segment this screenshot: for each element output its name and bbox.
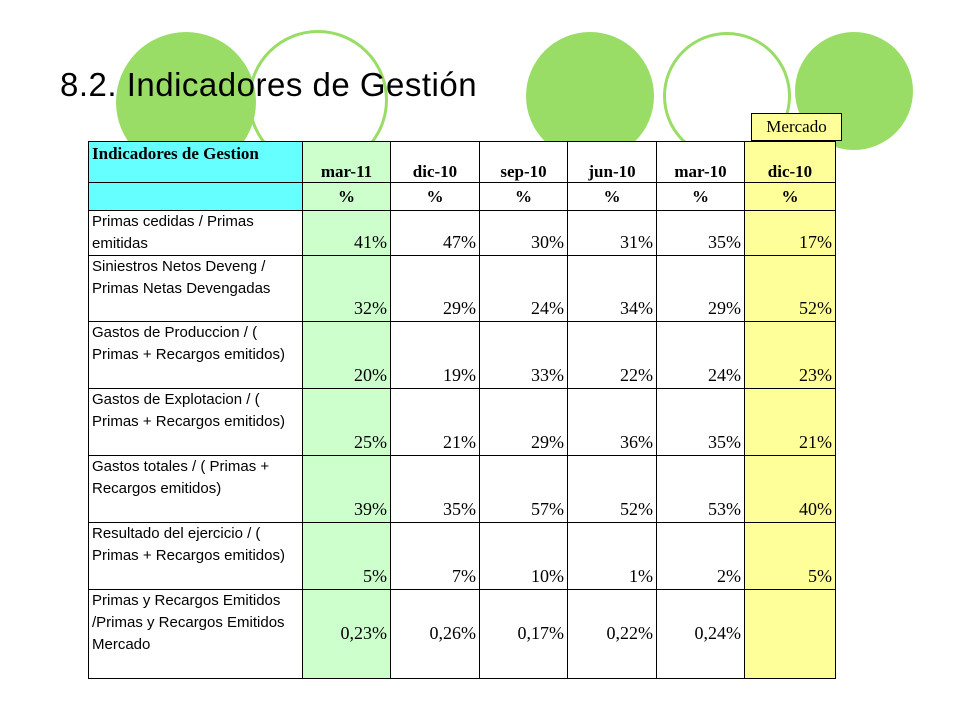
value-cell: 7%	[391, 523, 480, 590]
period-header: dic-10	[745, 142, 836, 183]
value-cell: 47%	[391, 211, 480, 256]
mercado-label: Mercado	[751, 113, 842, 141]
row-label: Gastos de Produccion / ( Primas + Recargos emitidos)	[89, 322, 303, 389]
value-cell: 2%	[657, 523, 745, 590]
value-cell: 33%	[480, 322, 568, 389]
value-cell: 31%	[568, 211, 657, 256]
header-blank	[89, 183, 303, 211]
row-label: Primas y Recargos Emitidos /Primas y Recargos Emitidos Mercado	[89, 590, 303, 679]
row-label: Siniestros Netos Deveng / Primas Netas Devengadas	[89, 256, 303, 322]
value-cell: 29%	[480, 389, 568, 456]
unit-cell: %	[745, 183, 836, 211]
period-header: dic-10	[391, 142, 480, 183]
period-header-row	[89, 142, 836, 183]
table-row	[89, 322, 836, 389]
value-cell: 0,22%	[568, 590, 657, 679]
period-header: mar-10	[657, 142, 745, 183]
value-cell: 39%	[303, 456, 391, 523]
period-header: sep-10	[480, 142, 568, 183]
value-cell: 57%	[480, 456, 568, 523]
value-cell: 36%	[568, 389, 657, 456]
unit-row	[89, 183, 836, 211]
value-cell: 22%	[568, 322, 657, 389]
table-row	[89, 211, 836, 256]
slide-title: 8.2. Indicadores de Gestión	[60, 66, 478, 103]
value-cell: 0,26%	[391, 590, 480, 679]
value-cell: 0,23%	[303, 590, 391, 679]
value-cell: 24%	[480, 256, 568, 322]
value-cell: 21%	[391, 389, 480, 456]
value-cell: 30%	[480, 211, 568, 256]
table-row	[89, 389, 836, 456]
value-cell: 21%	[745, 389, 836, 456]
value-cell: 23%	[745, 322, 836, 389]
value-cell: 52%	[745, 256, 836, 322]
value-cell: 10%	[480, 523, 568, 590]
value-cell: 53%	[657, 456, 745, 523]
table-row	[89, 456, 836, 523]
unit-cell: %	[568, 183, 657, 211]
value-cell: 17%	[745, 211, 836, 256]
value-cell: 52%	[568, 456, 657, 523]
value-cell: 0,24%	[657, 590, 745, 679]
unit-cell: %	[391, 183, 480, 211]
row-label: Gastos totales / ( Primas + Recargos emitidos)	[89, 456, 303, 523]
value-cell: 5%	[303, 523, 391, 590]
value-cell: 0,17%	[480, 590, 568, 679]
row-label: Gastos de Explotacion / ( Primas + Recargos emitidos)	[89, 389, 303, 456]
row-label: Primas cedidas / Primas emitidas	[89, 211, 303, 256]
table-row	[89, 256, 836, 322]
value-cell: 41%	[303, 211, 391, 256]
value-cell: 20%	[303, 322, 391, 389]
value-cell: 29%	[657, 256, 745, 322]
value-cell: 25%	[303, 389, 391, 456]
value-cell: 35%	[391, 456, 480, 523]
row-label: Resultado del ejercicio / ( Primas + Recargos emitidos)	[89, 523, 303, 590]
value-cell: 5%	[745, 523, 836, 590]
period-header: mar-11	[303, 142, 391, 183]
value-cell: 19%	[391, 322, 480, 389]
value-cell: 35%	[657, 211, 745, 256]
unit-cell: %	[303, 183, 391, 211]
value-cell: 1%	[568, 523, 657, 590]
indicators-table	[88, 141, 836, 679]
value-cell: 35%	[657, 389, 745, 456]
value-cell: 32%	[303, 256, 391, 322]
period-header: jun-10	[568, 142, 657, 183]
value-cell: 34%	[568, 256, 657, 322]
unit-cell: %	[480, 183, 568, 211]
table-row	[89, 523, 836, 590]
header-label: Indicadores de Gestion	[89, 142, 303, 183]
value-cell: 40%	[745, 456, 836, 523]
table-row	[89, 590, 836, 679]
value-cell: 24%	[657, 322, 745, 389]
unit-cell: %	[657, 183, 745, 211]
value-cell	[745, 590, 836, 679]
value-cell: 29%	[391, 256, 480, 322]
